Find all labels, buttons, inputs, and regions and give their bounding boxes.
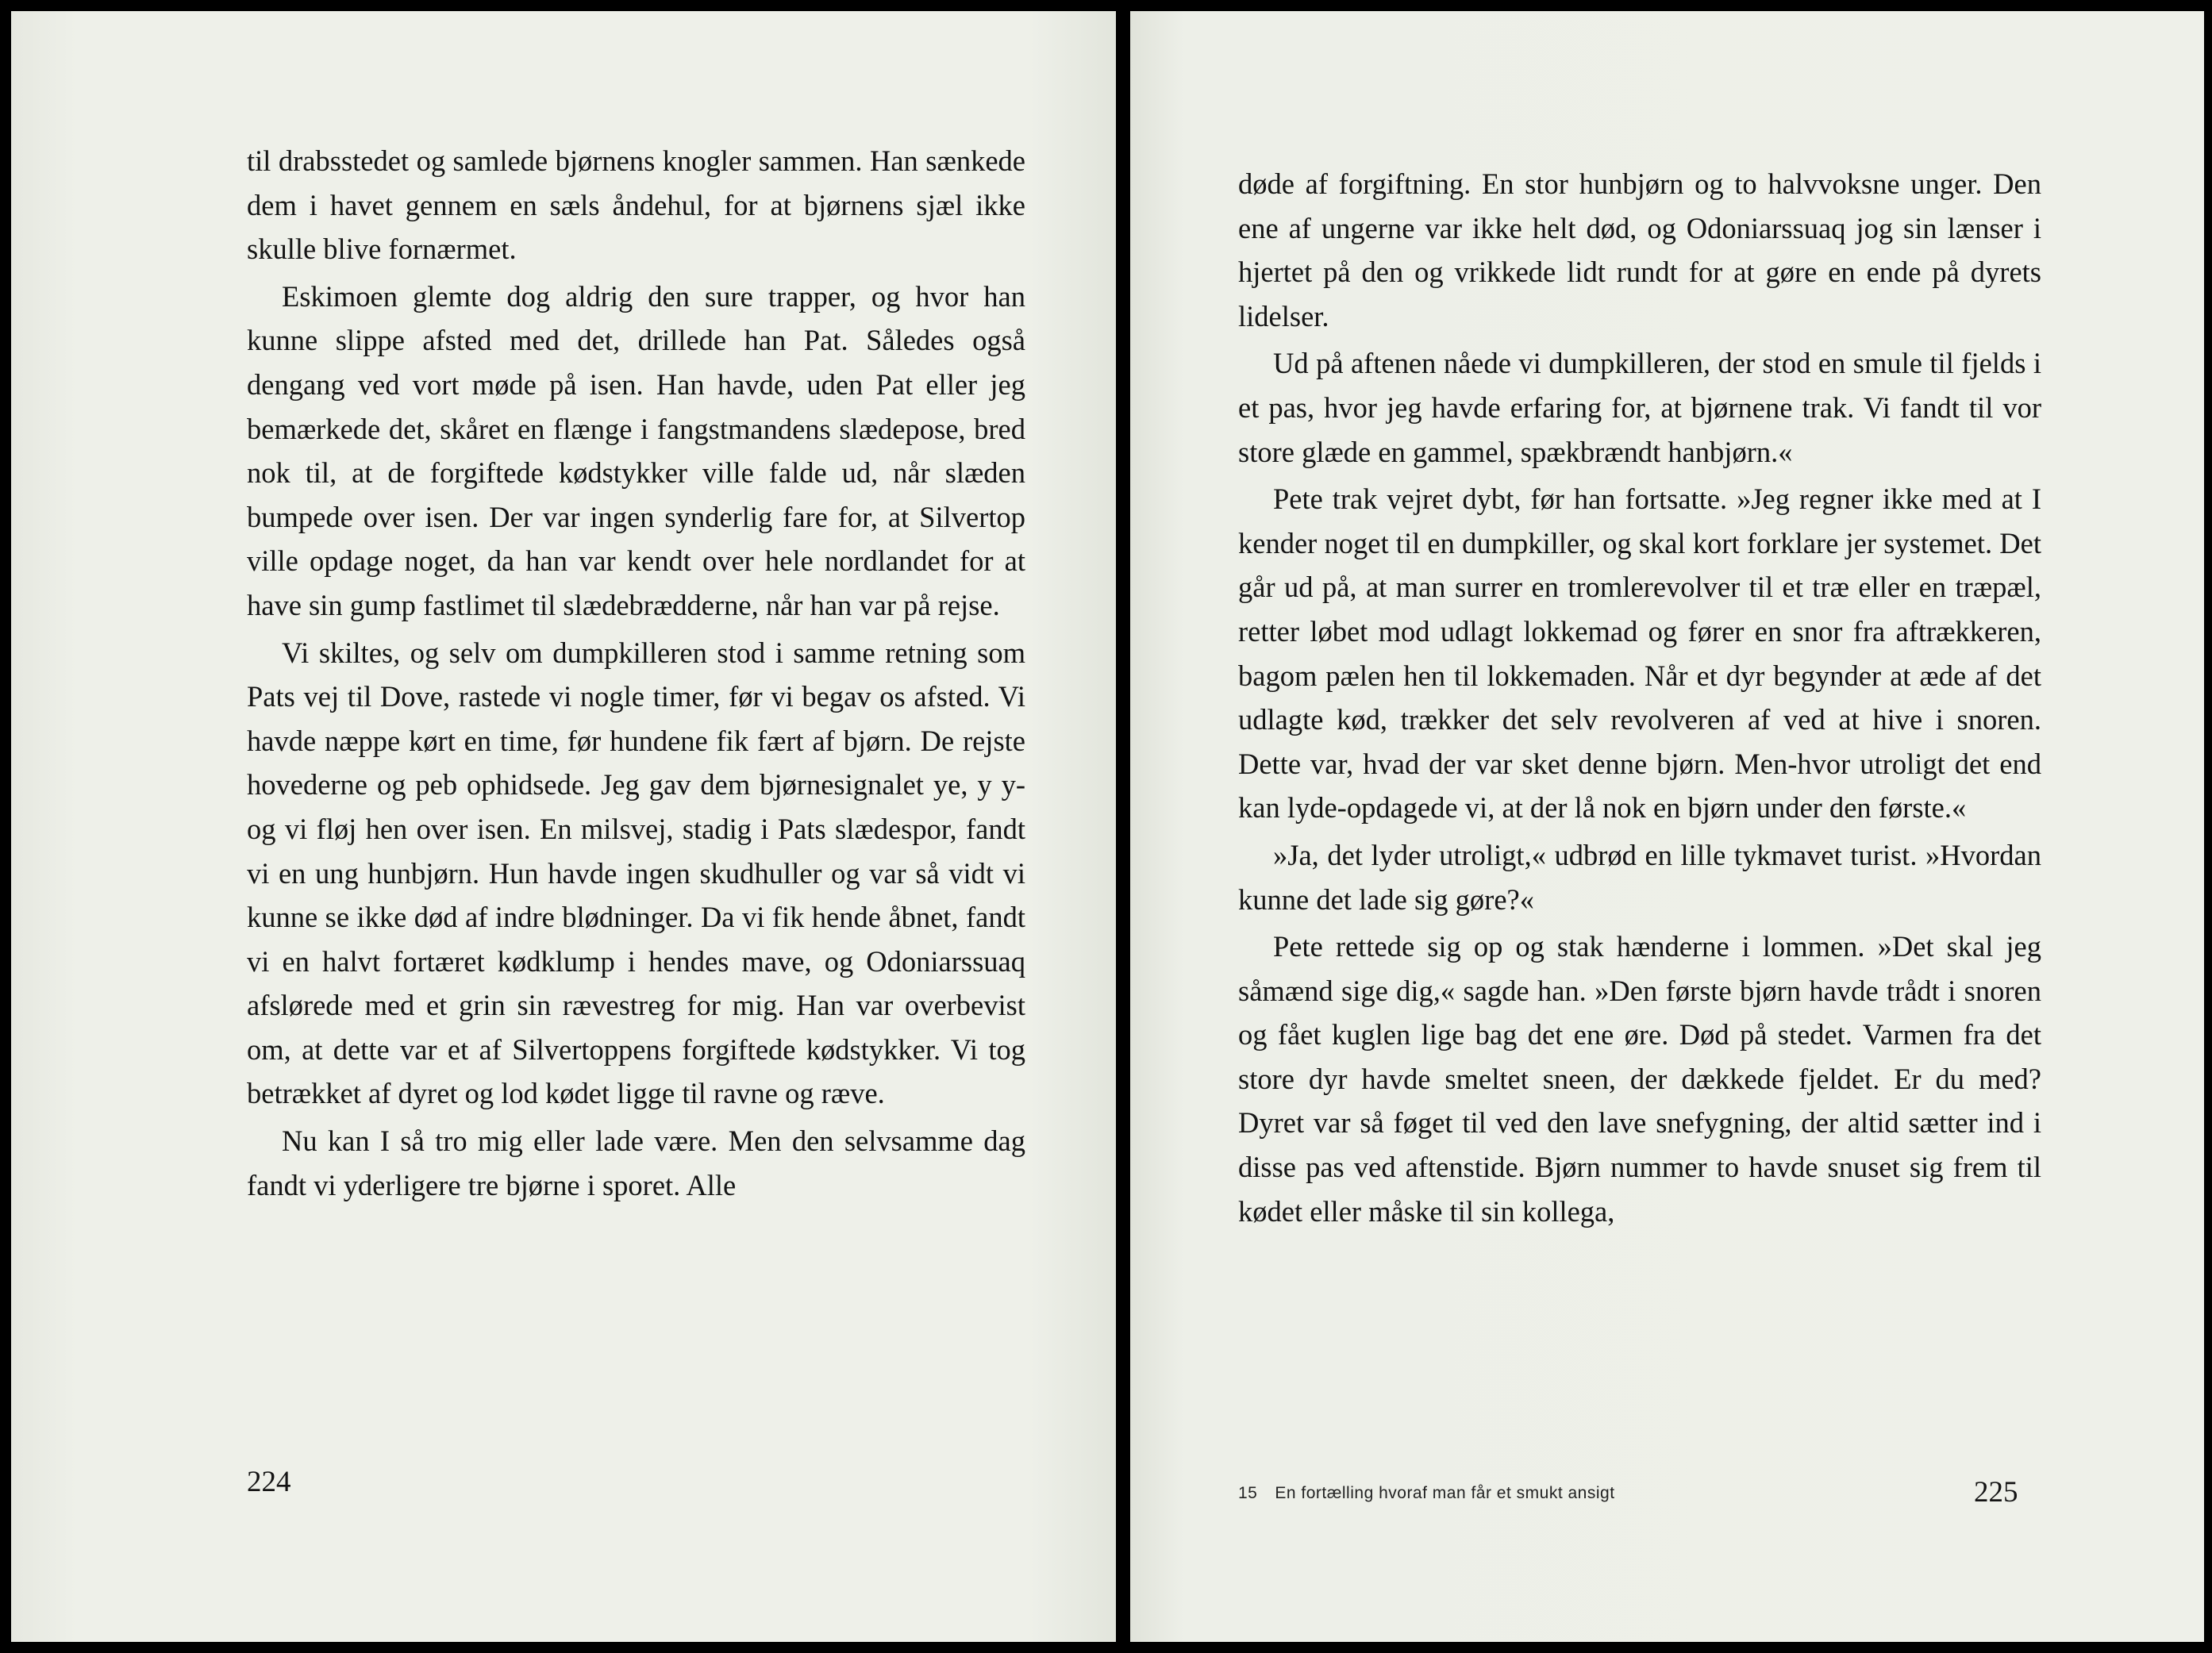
page-number: 225 [1974, 1476, 2018, 1509]
book-gutter [1116, 0, 1130, 1653]
left-page [11, 11, 1116, 1642]
printer-signature [1238, 1484, 1615, 1503]
paragraph: Vi skiltes, og selv om dumpkilleren stod i samme retning som Pats vej til Dove, rastede vi nogle timer, før vi begav os afsted. Vi havde næppe kørt en time, før hundene fik fært af bjørn. De rejste hovederne og peb ophidsede. Jeg gav dem bjørnesignalet ye, y y-og vi fløj hen over isen. En milsvej, stadig i Pats slædespor, fandt vi en ung hunbjørn. Hun havde ingen skudhuller og var så vidt vi kunne se ikke død af indre blødninger. Da vi fik hende åbnet, fandt vi en halvt fortæret kødklump i hendes mave, og Odoniarssuaq afslørede med et grin sin rævestreg for mig. Han var overbevist om, at dette var et af Silvertoppens forgiftede kødstykker. Vi tog betrækket af dyret og lod kødet ligge til ravne og ræve. [247, 636, 1025, 1110]
paragraph: til drabsstedet og samlede bjørnens knogler sammen. Han sænkede dem i havet gennem en sæls åndehul, for at bjørnens sjæl ikke skulle blive fornærmet. [247, 144, 1025, 266]
paragraph: døde af forgiftning. En stor hunbjørn og to halvvoksne unger. Den ene af ungerne var ikke helt død, og Odoniarssuaq jog sin lænser i hjertet på den og vrikkede lidt rundt for at gøre en ende på dyrets lidelser. [1238, 167, 2041, 333]
signature-number: 15 [1238, 1484, 1258, 1502]
paragraph: Nu kan I så tro mig eller lade være. Men den selvsamme dag fandt vi yderligere tre bjørne i sporet. Alle [247, 1124, 1025, 1201]
paragraph: Pete rettede sig op og stak hænderne i lommen. »Det skal jeg såmænd sige dig,« sagde han. »Den første bjørn havde trådt i snoren og fået kuglen lige bag det ene øre. Død på stedet. Varmen fra det store dyr havde smeltet sneen, der dækkede fjeldet. Er du med? Dyret var så føget til ved den lave snefygning, der altid sætter ind i disse pas ved aftenstide. Bjørn nummer to havde snuset sig frem til kødet eller måske til sin kollega, [1238, 930, 2041, 1228]
right-page-text [1238, 162, 2041, 1233]
paragraph: Pete trak vejret dybt, før han fortsatte. »Jeg regner ikke med at I kender noget til en dumpkiller, og skal kort forklare jer systemet. Det går ud på, at man surrer en tromlerevolver til et træ eller en træpæl, retter løbet mod udlagt lokkemad og fører en snor fra aftrækkeren, bagom pælen hen til lokkemaden. Når et dyr begynder at æde af det udlagte kød, trækker det selv revolveren af ved at hive i snoren. Dette var, hvad der var sket denne bjørn. Men-hvor utroligt det end kan lyde-opdagede vi, at der lå nok en bjørn under den første.« [1238, 482, 2041, 825]
paragraph: »Ja, det lyder utroligt,« udbrød en lille tykmavet turist. »Hvordan kunne det lade sig gøre?« [1238, 838, 2041, 916]
left-page-text [247, 139, 1025, 1207]
paragraph: Ud på aftenen nåede vi dumpkilleren, der stod en smule til fjelds i et pas, hvor jeg havde erfaring for, at bjørnene trak. Vi fandt til vor store glæde en gammel, spækbrændt hanbjørn.« [1238, 347, 2041, 468]
page-number: 224 [247, 1466, 291, 1498]
paragraph: Eskimoen glemte dog aldrig den sure trapper, og hvor han kunne slippe afsted med det, drillede han Pat. Således også dengang ved vort møde på isen. Han havde, uden Pat eller jeg bemærkede det, skåret en flænge i fangstmandens slædepose, bred nok til, at de forgiftede kødstykker ville falde ud, når slæden bumpede over isen. Der var ingen synderlig fare for, at Silvertop ville opdage noget, da han var kendt over hele nordlandet for at have sin gump fastlimet til slædebrædderne, når han var på rejse. [247, 279, 1025, 621]
signature-title: En fortælling hvoraf man får et smukt ansigt [1275, 1484, 1615, 1502]
right-page [1130, 11, 2204, 1642]
